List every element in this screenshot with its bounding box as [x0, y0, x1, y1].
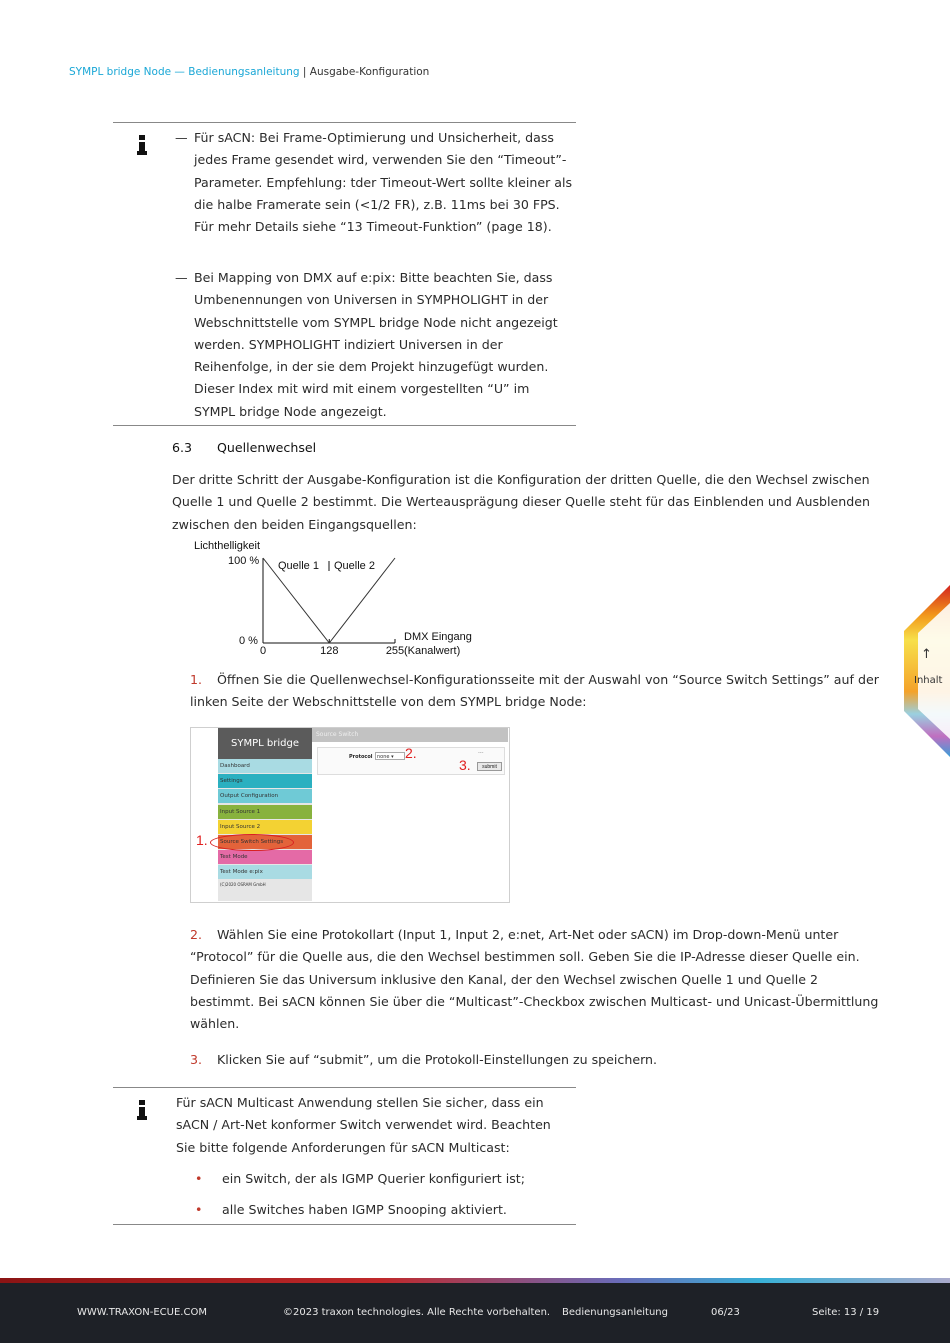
screenshot-menu-item: Output Configuration — [218, 789, 312, 803]
y-tick-label: 100 % — [228, 555, 260, 567]
note-item — [175, 267, 573, 423]
section-intro: Der dritte Schritt der Ausgabe-Konfiguration ist die Konfiguration der dritten Quelle, die den Wechsel zwischen Quelle 1 und Quelle 2 bestimmt. Die Werteausprägung dieser Quelle steht für das Einblenden und Ausblenden zwischen den beiden Eingangsquellen: — [172, 472, 870, 532]
bullet-marker: • — [195, 1171, 203, 1186]
step-1 — [190, 669, 880, 714]
x-tick-label: 255 — [385, 645, 405, 657]
marker-3: 3. — [459, 757, 471, 773]
note-item — [175, 127, 573, 238]
marker-1: 1. — [196, 832, 208, 848]
page-footer — [0, 1278, 950, 1343]
running-header — [69, 66, 429, 78]
submit-button: submit — [477, 762, 502, 771]
info-icon — [137, 135, 147, 157]
series-label-quelle-2: Quelle 2 — [334, 560, 375, 572]
screenshot-menu-item: Input Source 1 — [218, 805, 312, 819]
screenshot-menu-item: Input Source 2 — [218, 820, 312, 834]
footer-version: 06/23 — [711, 1307, 740, 1318]
note-text-block — [176, 1092, 574, 1159]
header-separator: | — [299, 66, 310, 78]
note-item-text: Bei Mapping von DMX auf e:pix: Bitte beachten Sie, dass Umbenennungen von Universen in SYMPHOLIGHT in der Webschnittstelle vom SYMPL bridge Node nicht angezeigt werden. SYMPHOLIGHT indiziert Universen in der Reihenfolge, in der sie dem Projekt hinzugefügt wurden. Dieser Index mit wird mit einem vorgestellten “U” im SYMPL bridge Node angezeigt. — [194, 270, 558, 419]
protocol-select: none ▾ — [375, 752, 405, 760]
y-tick-label: 0 % — [239, 635, 258, 647]
bullet-marker: • — [195, 1202, 203, 1217]
dash-text: --- — [478, 750, 484, 756]
step-number: 1. — [190, 672, 203, 687]
step-3 — [190, 1049, 880, 1071]
screenshot-menu-item: Dashboard — [218, 759, 312, 773]
step-number: 2. — [190, 927, 203, 942]
series-label-quelle-1: Quelle 1 — [278, 560, 319, 572]
side-tab-label: Inhalt — [914, 675, 943, 686]
screenshot-menu-item: Settings — [218, 774, 312, 788]
x-axis-unit: (Kanalwert) — [404, 645, 461, 657]
header-doc-title[interactable]: SYMPL bridge Node — Bedienungsanleitung — [69, 66, 300, 78]
info-icon — [137, 1100, 147, 1122]
x-tick-label: 0 — [259, 645, 267, 657]
info-note — [113, 122, 576, 426]
footer-doc-type: Bedienungsanleitung — [562, 1307, 668, 1318]
y-axis-label: Lichthelligkeit — [194, 540, 261, 552]
note-item-text: Für sACN: Bei Frame-Optimierung und Unsicherheit, dass jedes Frame gesendet wird, verwenden Sie den “Timeout”-Parameter. Empfehlung: tder Timeout-Wert sollte kleiner als die halbe Framerate sein (<1/2 FR), z.B. 11ms bei 30 FPS. Für mehr Details siehe “13 Timeout-Funktion” (page 18). — [194, 130, 573, 235]
protocol-label: Protocol — [349, 754, 373, 760]
contents-side-tab[interactable] — [904, 585, 950, 757]
step-text: Öffnen Sie die Quellenwechsel-Konfigurationsseite mit der Auswahl von “Source Switch Settings” auf der linken Seite der Webschnittstelle von dem SYMPL bridge Node: — [190, 672, 879, 710]
section-title: Quellenwechsel — [217, 440, 317, 455]
screenshot-page-title: Source Switch — [312, 728, 508, 742]
screenshot-brand: SYMPL bridge — [218, 728, 312, 759]
arrow-up-icon: ↑ — [921, 647, 932, 662]
x-tick-label: 128 — [320, 645, 339, 657]
step-number: 3. — [190, 1052, 203, 1067]
crossfade-chart — [190, 537, 490, 661]
bullet-text: alle Switches haben IGMP Snooping aktiviert. — [222, 1202, 507, 1217]
x-axis-label: DMX Eingang — [404, 631, 472, 643]
screenshot-menu-item: Source Switch Settings — [218, 835, 312, 849]
dash-marker: — — [175, 270, 188, 285]
marker-2: 2. — [405, 745, 417, 761]
screenshot-menu-item: Test Mode — [218, 850, 312, 864]
section-number: 6.3 — [172, 440, 193, 455]
dash-marker: — — [175, 130, 188, 145]
screenshot-copyright: (C)2020 OSRAM GmbH — [220, 882, 266, 887]
step-2 — [190, 924, 880, 1035]
header-section[interactable]: Ausgabe-Konfiguration — [309, 66, 430, 78]
side-tab-shape — [904, 585, 950, 757]
step-text: Klicken Sie auf “submit”, um die Protokoll-Einstellungen zu speichern. — [217, 1052, 658, 1067]
web-interface-screenshot — [190, 727, 510, 903]
highlight-ring — [210, 834, 294, 851]
screenshot-menu-item: Test Mode e:pix — [218, 865, 312, 879]
screenshot-sidebar — [218, 728, 312, 901]
note-text: Für sACN Multicast Anwendung stellen Sie sicher, dass ein sACN / Art-Net konformer Switch verwendet wird. Beachten Sie bitte folgende Anforderungen für sACN Multicast: — [176, 1095, 551, 1155]
footer-color-stripe — [0, 1278, 950, 1283]
footer-copyright: ©2023 traxon technologies. Alle Rechte vorbehalten. — [283, 1307, 551, 1318]
footer-page-number: Seite: 13 / 19 — [812, 1307, 880, 1318]
footer-website[interactable]: WWW.TRAXON-ECUE.COM — [77, 1307, 207, 1318]
bullet-text: ein Switch, der als IGMP Querier konfiguriert ist; — [222, 1171, 525, 1186]
step-text: Wählen Sie eine Protokollart (Input 1, Input 2, e:net, Art-Net oder sACN) im Drop-down-Menü unter “Protocol” für die Quelle aus, die den Wechsel bestimmen soll. Geben Sie die IP-Adresse dieser Quelle ein. Definieren Sie das Universum inklusive den Kanal, der den Wechsel zwischen Quelle 1 und Quelle 2 bestimmt. Bei sACN können Sie über die “Multicast”-Checkbox zwischen Multicast- und Unicast-Übermittlung wählen. — [190, 927, 879, 1032]
